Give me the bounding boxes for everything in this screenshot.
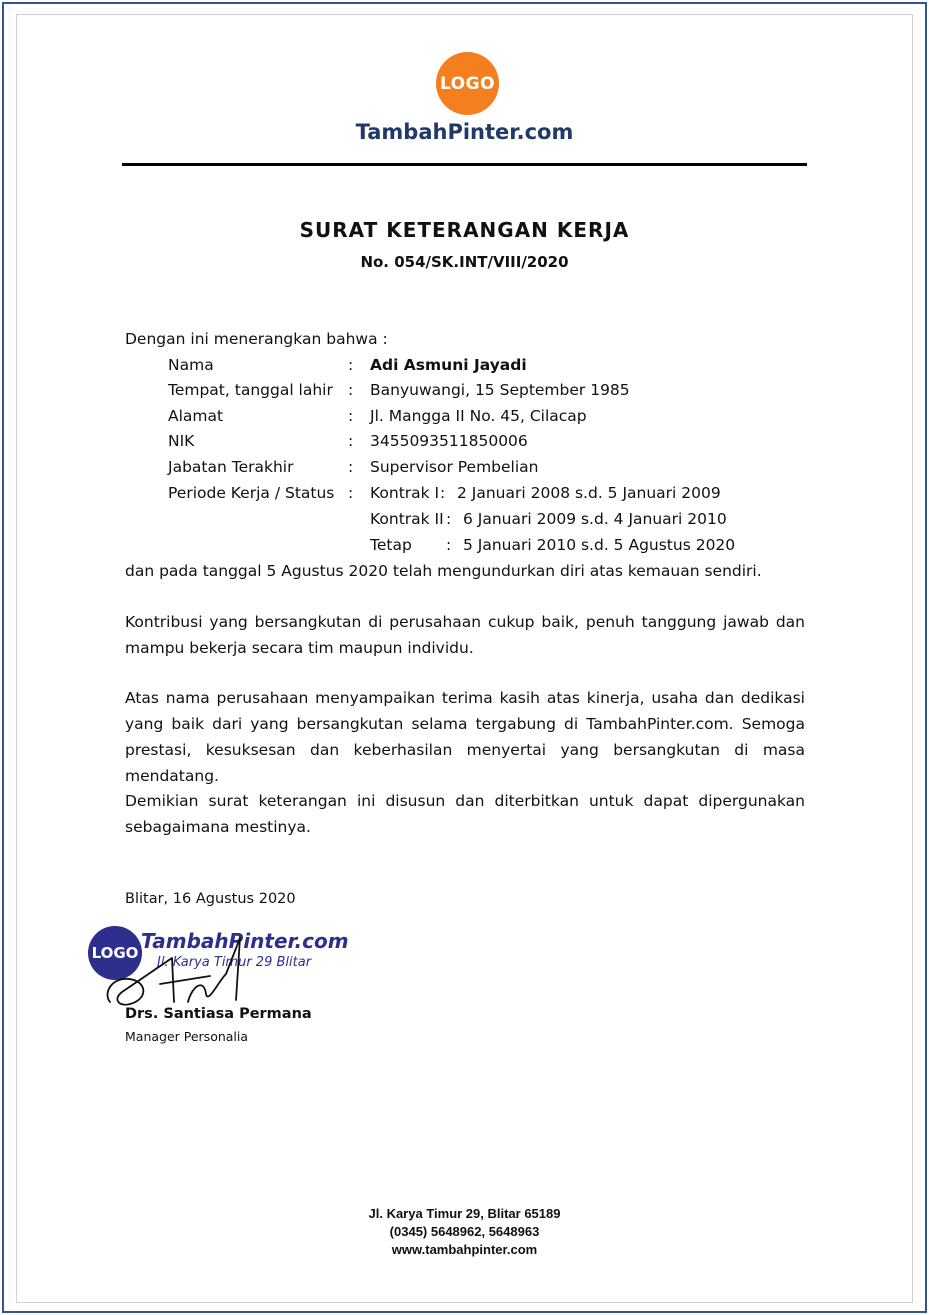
- field-value-position: Supervisor Pembelian: [370, 458, 539, 476]
- document-title: SURAT KETERANGAN KERJA: [299, 218, 630, 242]
- company-logo: [436, 52, 499, 115]
- field-colon: :: [348, 432, 354, 450]
- signature-scribble: [100, 930, 260, 1010]
- period-colon: :: [446, 510, 452, 528]
- header-divider: [122, 163, 807, 166]
- field-label-name: Nama: [168, 356, 214, 374]
- period-status: Tetap: [370, 536, 412, 554]
- field-label-nik: NIK: [168, 432, 195, 450]
- signer-role: Manager Personalia: [125, 1029, 249, 1044]
- place-date: Blitar, 16 Agustus 2020: [125, 891, 296, 907]
- field-label-birth: Tempat, tanggal lahir: [168, 381, 333, 399]
- paragraph-contribution: Kontribusi yang bersangkutan di perusahaan cukup baik, penuh tanggung jawab dan mampu bekerja secara tim maupun individu.: [125, 613, 805, 657]
- signer-name: Drs. Santiasa Permana: [125, 1006, 312, 1022]
- paragraph-thanks: Atas nama perusahaan menyampaikan terima kasih atas kinerja, usaha dan dedikasi yang baik dari yang bersangkutan selama tergabung di TambahPinter.com. Semoga prestasi, kesuksesan dan keberhasilan menyertai yang bersangkutan di masa mendatang.: [125, 689, 805, 785]
- period-status: Kontrak II: [370, 510, 444, 528]
- period-status: Kontrak I: [370, 484, 440, 502]
- footer-address: Jl. Karya Timur 29, Blitar 65189: [368, 1206, 561, 1221]
- field-colon: :: [348, 356, 354, 374]
- field-value-name: Adi Asmuni Jayadi: [370, 356, 527, 374]
- document-number: No. 054/SK.INT/VIII/2020: [360, 253, 569, 271]
- period-range: 6 Januari 2009 s.d. 4 Januari 2010: [463, 510, 727, 528]
- resign-statement: dan pada tanggal 5 Agustus 2020 telah mengundurkan diri atas kemauan sendiri.: [125, 562, 762, 580]
- logo-text: LOGO: [439, 73, 496, 94]
- stamp-company-name: TambahPinter.com: [141, 929, 349, 953]
- period-range: 2 Januari 2008 s.d. 5 Januari 2009: [457, 484, 721, 502]
- company-name: TambahPinter.com: [355, 120, 574, 144]
- period-colon: :: [446, 536, 452, 554]
- field-label-period: Periode Kerja / Status: [168, 484, 335, 502]
- field-value-nik: 3455093511850006: [370, 432, 528, 450]
- field-colon: :: [348, 458, 354, 476]
- stamp-address: Jl. Karya Timur 29 Blitar: [157, 955, 312, 970]
- period-colon: :: [440, 484, 446, 502]
- field-label-address: Alamat: [168, 407, 224, 425]
- field-value-address: Jl. Mangga II No. 45, Cilacap: [370, 407, 587, 425]
- field-value-birth: Banyuwangi, 15 September 1985: [370, 381, 630, 399]
- field-colon: :: [348, 381, 354, 399]
- field-label-position: Jabatan Terakhir: [168, 458, 294, 476]
- stamp-logo-text: LOGO: [91, 944, 139, 962]
- footer-website: www.tambahpinter.com: [391, 1242, 538, 1257]
- field-colon: :: [348, 407, 354, 425]
- intro-text: Dengan ini menerangkan bahwa :: [125, 330, 388, 348]
- period-range: 5 Januari 2010 s.d. 5 Agustus 2020: [463, 536, 736, 554]
- field-colon: :: [348, 484, 354, 502]
- footer-phone: (0345) 5648962, 5648963: [389, 1224, 540, 1239]
- paragraph-closing: Demikian surat keterangan ini disusun dan diterbitkan untuk dapat dipergunakan sebagaimana mestinya.: [125, 792, 805, 836]
